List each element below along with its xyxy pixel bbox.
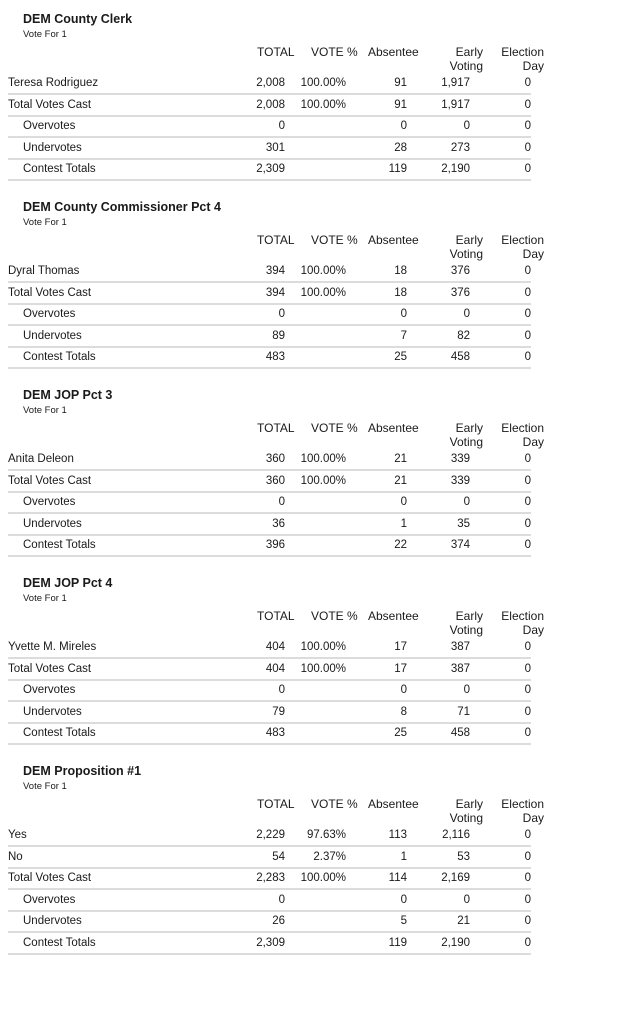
column-header-total: TOTAL	[257, 797, 295, 811]
row-label: Yvette M. Mireles	[8, 641, 97, 653]
vote-percent: 100.00%	[300, 286, 346, 299]
total-votes: 360	[265, 474, 285, 487]
header-line: Early	[455, 45, 483, 59]
total-votes: 0	[278, 893, 285, 906]
column-header-early-voting	[450, 45, 483, 73]
row-label: Overvotes	[23, 308, 76, 320]
early-voting-votes: 71	[457, 705, 470, 718]
row-label: Contest Totals	[23, 539, 96, 551]
table-row	[0, 826, 625, 847]
row-label: Overvotes	[23, 684, 76, 696]
election-day-votes: 0	[524, 662, 531, 675]
row-label: Total Votes Cast	[8, 872, 92, 884]
absentee-votes: 25	[394, 351, 407, 363]
total-votes: 2,283	[256, 872, 285, 884]
total-votes: 54	[272, 850, 285, 863]
header-line: Voting	[449, 247, 483, 261]
header-line: Early	[455, 233, 483, 247]
column-header-absentee: Absentee	[368, 797, 419, 811]
contest-section	[0, 764, 625, 949]
election-day-votes: 0	[524, 684, 531, 696]
table-row	[0, 681, 625, 702]
row-label: Undervotes	[23, 329, 82, 342]
header-line: Election	[501, 797, 544, 811]
contest-title: DEM County Clerk	[23, 12, 133, 26]
vote-percent: 97.63%	[306, 829, 346, 841]
absentee-votes: 113	[388, 829, 407, 841]
absentee-votes: 5	[400, 915, 407, 927]
absentee-votes: 91	[394, 77, 407, 89]
contest-title: DEM County Commissioner Pct 4	[23, 200, 221, 214]
election-day-votes: 0	[524, 474, 531, 487]
row-label: Anita Deleon	[8, 453, 74, 465]
early-voting-votes: 376	[450, 286, 470, 299]
absentee-votes: 17	[394, 641, 407, 653]
total-votes: 483	[265, 351, 285, 363]
header-line: Day	[522, 59, 544, 73]
column-header-election-day	[501, 609, 544, 637]
total-votes: 404	[265, 662, 285, 675]
table-row	[0, 139, 625, 160]
row-label: Undervotes	[23, 705, 82, 718]
header-line: Day	[522, 811, 544, 825]
vote-percent: 100.00%	[300, 265, 346, 277]
row-label: Total Votes Cast	[8, 662, 92, 675]
early-voting-votes: 1,917	[441, 98, 470, 111]
total-votes: 0	[278, 496, 285, 508]
table-row	[0, 96, 625, 117]
table-row	[0, 74, 625, 95]
table-row	[0, 536, 625, 557]
total-votes: 0	[278, 684, 285, 696]
early-voting-votes: 0	[463, 496, 470, 508]
row-label: Undervotes	[23, 141, 82, 154]
early-voting-votes: 387	[450, 662, 470, 675]
table-row	[0, 638, 625, 659]
contest-section	[0, 576, 625, 756]
row-label: Contest Totals	[23, 727, 96, 739]
header-line: Election	[501, 233, 544, 247]
table-row	[0, 262, 625, 283]
header-line: Day	[522, 623, 544, 637]
row-label: No	[8, 850, 23, 863]
column-header-election-day	[501, 421, 544, 449]
contest-title: DEM Proposition #1	[23, 764, 142, 778]
early-voting-votes: 21	[457, 915, 470, 927]
total-votes: 26	[272, 915, 285, 927]
column-header-total: TOTAL	[257, 609, 295, 623]
election-day-votes: 0	[524, 850, 531, 863]
absentee-votes: 119	[388, 936, 407, 949]
election-day-votes: 0	[524, 329, 531, 342]
row-label: Total Votes Cast	[8, 98, 92, 111]
contest-title: DEM JOP Pct 4	[23, 576, 113, 590]
election-day-votes: 0	[524, 351, 531, 363]
election-day-votes: 0	[524, 641, 531, 653]
vote-percent: 100.00%	[300, 872, 346, 884]
early-voting-votes: 339	[450, 474, 470, 487]
table-row	[0, 934, 625, 955]
column-header-election-day	[501, 45, 544, 73]
total-votes: 483	[265, 727, 285, 739]
table-row	[0, 891, 625, 912]
absentee-votes: 8	[400, 705, 407, 718]
row-label: Contest Totals	[23, 936, 96, 949]
vote-percent: 100.00%	[300, 662, 346, 675]
vote-percent: 100.00%	[300, 453, 346, 465]
table-row	[0, 515, 625, 536]
column-header-early-voting	[450, 421, 483, 449]
total-votes: 394	[265, 286, 285, 299]
column-header-early-voting	[450, 797, 483, 825]
election-day-votes: 0	[524, 517, 531, 530]
election-day-votes: 0	[524, 98, 531, 111]
early-voting-votes: 339	[450, 453, 470, 465]
header-line: Early	[455, 421, 483, 435]
absentee-votes: 114	[388, 872, 407, 884]
absentee-votes: 0	[400, 496, 407, 508]
early-voting-votes: 2,116	[442, 829, 470, 841]
table-row	[0, 493, 625, 514]
election-day-votes: 0	[524, 77, 531, 89]
early-voting-votes: 374	[450, 539, 470, 551]
column-header-total: TOTAL	[257, 421, 295, 435]
election-day-votes: 0	[524, 120, 531, 132]
row-label: Dyral Thomas	[8, 265, 80, 277]
total-votes: 36	[272, 517, 285, 530]
absentee-votes: 21	[394, 453, 407, 465]
vote-percent: 100.00%	[300, 474, 346, 487]
absentee-votes: 17	[394, 662, 407, 675]
header-line: Voting	[449, 435, 483, 449]
header-line: Voting	[449, 59, 483, 73]
row-label: Undervotes	[23, 517, 82, 530]
column-header-vote-percent: VOTE %	[311, 45, 358, 59]
early-voting-votes: 0	[463, 308, 470, 320]
early-voting-votes: 387	[450, 641, 470, 653]
early-voting-votes: 2,169	[441, 872, 470, 884]
contest-title: DEM JOP Pct 3	[23, 388, 113, 402]
total-votes: 394	[265, 265, 285, 277]
total-votes: 404	[265, 641, 285, 653]
header-line: Early	[455, 797, 483, 811]
early-voting-votes: 376	[450, 265, 470, 277]
absentee-votes: 21	[394, 474, 407, 487]
election-day-votes: 0	[524, 727, 531, 739]
total-votes: 2,309	[256, 163, 285, 175]
header-line: Election	[501, 45, 544, 59]
absentee-votes: 1	[400, 517, 407, 530]
early-voting-votes: 53	[457, 850, 470, 863]
contest-section	[0, 388, 625, 568]
absentee-votes: 0	[400, 684, 407, 696]
column-header-absentee: Absentee	[368, 609, 419, 623]
row-label: Total Votes Cast	[8, 286, 92, 299]
election-day-votes: 0	[524, 872, 531, 884]
absentee-votes: 0	[400, 893, 407, 906]
total-votes: 79	[272, 705, 285, 718]
total-votes: 396	[265, 539, 285, 551]
vote-percent: 100.00%	[300, 641, 346, 653]
contest-subtitle: Vote For 1	[23, 781, 67, 792]
column-header-vote-percent: VOTE %	[311, 797, 358, 811]
row-label: Overvotes	[23, 496, 76, 508]
absentee-votes: 91	[394, 98, 407, 111]
absentee-votes: 18	[394, 286, 407, 299]
absentee-votes: 28	[394, 141, 407, 154]
row-label: Contest Totals	[23, 163, 96, 175]
early-voting-votes: 458	[450, 727, 470, 739]
early-voting-votes: 0	[463, 684, 470, 696]
header-line: Early	[455, 609, 483, 623]
total-votes: 2,309	[256, 936, 285, 949]
election-day-votes: 0	[524, 539, 531, 551]
table-row	[0, 848, 625, 869]
column-header-absentee: Absentee	[368, 421, 419, 435]
column-header-total: TOTAL	[257, 45, 295, 59]
early-voting-votes: 2,190	[441, 163, 470, 175]
election-day-votes: 0	[524, 308, 531, 320]
table-row	[0, 472, 625, 493]
header-line: Day	[522, 247, 544, 261]
contest-section	[0, 200, 625, 380]
election-day-votes: 0	[524, 265, 531, 277]
contest-subtitle: Vote For 1	[23, 217, 67, 228]
row-label: Contest Totals	[23, 351, 96, 363]
column-header-election-day	[501, 797, 544, 825]
early-voting-votes: 0	[463, 120, 470, 132]
election-day-votes: 0	[524, 705, 531, 718]
total-votes: 0	[278, 120, 285, 132]
election-day-votes: 0	[524, 829, 531, 841]
column-header-early-voting	[450, 233, 483, 261]
absentee-votes: 25	[394, 727, 407, 739]
total-votes: 2,008	[256, 77, 285, 89]
table-row	[0, 305, 625, 326]
contest-section	[0, 12, 625, 192]
vote-percent: 2.37%	[313, 850, 346, 863]
column-header-absentee: Absentee	[368, 45, 419, 59]
contest-subtitle: Vote For 1	[23, 29, 67, 40]
header-line: Voting	[449, 623, 483, 637]
column-header-vote-percent: VOTE %	[311, 609, 358, 623]
table-row	[0, 348, 625, 369]
header-line: Election	[501, 609, 544, 623]
total-votes: 2,229	[256, 829, 285, 841]
table-row	[0, 327, 625, 348]
absentee-votes: 0	[400, 308, 407, 320]
total-votes: 301	[265, 141, 285, 154]
row-label: Undervotes	[23, 915, 82, 927]
vote-percent: 100.00%	[300, 77, 346, 89]
table-row	[0, 160, 625, 181]
early-voting-votes: 458	[450, 351, 470, 363]
table-row	[0, 912, 625, 933]
column-header-vote-percent: VOTE %	[311, 421, 358, 435]
table-row	[0, 117, 625, 138]
absentee-votes: 0	[400, 120, 407, 132]
column-header-election-day	[501, 233, 544, 261]
early-voting-votes: 0	[463, 893, 470, 906]
election-day-votes: 0	[524, 915, 531, 927]
election-day-votes: 0	[524, 893, 531, 906]
header-line: Election	[501, 421, 544, 435]
header-line: Voting	[449, 811, 483, 825]
row-label: Overvotes	[23, 120, 76, 132]
total-votes: 360	[265, 453, 285, 465]
header-line: Day	[522, 435, 544, 449]
total-votes: 2,008	[256, 98, 285, 111]
contest-subtitle: Vote For 1	[23, 593, 67, 604]
table-row	[0, 450, 625, 471]
election-day-votes: 0	[524, 141, 531, 154]
early-voting-votes: 35	[457, 517, 470, 530]
column-header-vote-percent: VOTE %	[311, 233, 358, 247]
early-voting-votes: 2,190	[441, 936, 470, 949]
early-voting-votes: 1,917	[441, 77, 470, 89]
total-votes: 89	[272, 329, 285, 342]
election-day-votes: 0	[524, 936, 531, 949]
election-day-votes: 0	[524, 453, 531, 465]
table-row	[0, 703, 625, 724]
early-voting-votes: 273	[450, 141, 470, 154]
row-label: Total Votes Cast	[8, 474, 92, 487]
absentee-votes: 7	[400, 329, 407, 342]
absentee-votes: 22	[394, 539, 407, 551]
row-label: Yes	[8, 829, 27, 841]
election-day-votes: 0	[524, 163, 531, 175]
column-header-absentee: Absentee	[368, 233, 419, 247]
absentee-votes: 18	[394, 265, 407, 277]
contest-subtitle: Vote For 1	[23, 405, 67, 416]
table-row	[0, 660, 625, 681]
row-label: Overvotes	[23, 893, 76, 906]
table-row	[0, 724, 625, 745]
absentee-votes: 1	[400, 850, 407, 863]
column-header-early-voting	[450, 609, 483, 637]
total-votes: 0	[278, 308, 285, 320]
vote-percent: 100.00%	[300, 98, 346, 111]
column-header-total: TOTAL	[257, 233, 295, 247]
table-row	[0, 284, 625, 305]
absentee-votes: 119	[388, 163, 407, 175]
early-voting-votes: 82	[457, 329, 470, 342]
election-day-votes: 0	[524, 286, 531, 299]
row-label: Teresa Rodriguez	[8, 77, 99, 89]
table-row	[0, 869, 625, 890]
election-day-votes: 0	[524, 496, 531, 508]
